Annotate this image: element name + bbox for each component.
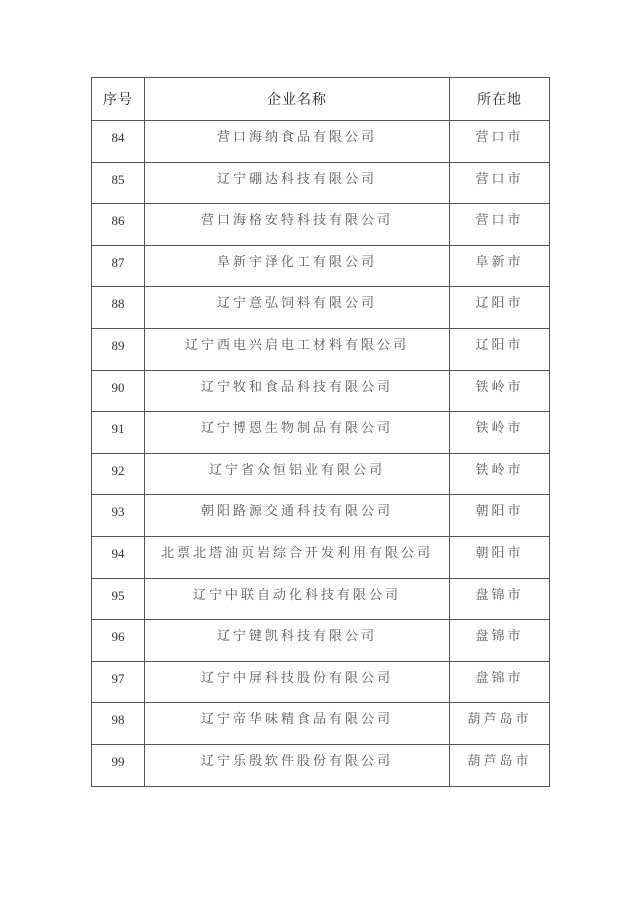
table-row bbox=[92, 370, 550, 412]
cell-name: 辽宁意弘饲料有限公司 bbox=[145, 287, 450, 329]
enterprise-table bbox=[91, 77, 550, 787]
table-row bbox=[92, 744, 550, 786]
cell-location: 营口市 bbox=[450, 162, 550, 204]
cell-location: 盘锦市 bbox=[450, 578, 550, 620]
cell-seq: 87 bbox=[92, 245, 145, 287]
cell-seq: 90 bbox=[92, 370, 145, 412]
cell-seq: 85 bbox=[92, 162, 145, 204]
cell-seq: 92 bbox=[92, 453, 145, 495]
cell-seq: 86 bbox=[92, 204, 145, 246]
header-location: 所在地 bbox=[450, 78, 550, 121]
cell-location: 铁岭市 bbox=[450, 453, 550, 495]
cell-location: 朝阳市 bbox=[450, 495, 550, 537]
table-row bbox=[92, 578, 550, 620]
cell-name: 辽宁帝华味精食品有限公司 bbox=[145, 703, 450, 745]
cell-name: 辽宁省众恒铝业有限公司 bbox=[145, 453, 450, 495]
table-row bbox=[92, 453, 550, 495]
cell-name: 辽宁乐殷软件股份有限公司 bbox=[145, 744, 450, 786]
table-row bbox=[92, 620, 550, 662]
table-row bbox=[92, 495, 550, 537]
cell-name: 北票北塔油页岩综合开发利用有限公司 bbox=[145, 536, 450, 578]
cell-name: 辽宁中联自动化科技有限公司 bbox=[145, 578, 450, 620]
cell-location: 辽阳市 bbox=[450, 328, 550, 370]
cell-seq: 94 bbox=[92, 536, 145, 578]
cell-location: 辽阳市 bbox=[450, 287, 550, 329]
cell-seq: 91 bbox=[92, 412, 145, 454]
table-row bbox=[92, 204, 550, 246]
table-row bbox=[92, 536, 550, 578]
cell-name: 辽宁牧和食品科技有限公司 bbox=[145, 370, 450, 412]
cell-name: 辽宁西电兴启电工材料有限公司 bbox=[145, 328, 450, 370]
cell-location: 阜新市 bbox=[450, 245, 550, 287]
table-row bbox=[92, 245, 550, 287]
cell-name: 营口海格安特科技有限公司 bbox=[145, 204, 450, 246]
cell-seq: 96 bbox=[92, 620, 145, 662]
cell-seq: 99 bbox=[92, 744, 145, 786]
cell-name: 辽宁键凯科技有限公司 bbox=[145, 620, 450, 662]
cell-location: 盘锦市 bbox=[450, 620, 550, 662]
table-row bbox=[92, 287, 550, 329]
cell-name: 营口海纳食品有限公司 bbox=[145, 121, 450, 163]
cell-location: 盘锦市 bbox=[450, 661, 550, 703]
table-row bbox=[92, 703, 550, 745]
cell-location: 营口市 bbox=[450, 121, 550, 163]
cell-name: 朝阳路源交通科技有限公司 bbox=[145, 495, 450, 537]
cell-location: 朝阳市 bbox=[450, 536, 550, 578]
cell-seq: 89 bbox=[92, 328, 145, 370]
cell-name: 阜新宇泽化工有限公司 bbox=[145, 245, 450, 287]
table-row bbox=[92, 661, 550, 703]
table-row bbox=[92, 328, 550, 370]
cell-location: 铁岭市 bbox=[450, 370, 550, 412]
cell-location: 营口市 bbox=[450, 204, 550, 246]
cell-location: 葫芦岛市 bbox=[450, 703, 550, 745]
header-seq: 序号 bbox=[92, 78, 145, 121]
cell-name: 辽宁硼达科技有限公司 bbox=[145, 162, 450, 204]
cell-seq: 95 bbox=[92, 578, 145, 620]
cell-seq: 97 bbox=[92, 661, 145, 703]
cell-name: 辽宁中屏科技股份有限公司 bbox=[145, 661, 450, 703]
cell-seq: 98 bbox=[92, 703, 145, 745]
cell-seq: 88 bbox=[92, 287, 145, 329]
cell-location: 葫芦岛市 bbox=[450, 744, 550, 786]
table-row bbox=[92, 121, 550, 163]
table-header-row bbox=[92, 78, 550, 121]
cell-seq: 93 bbox=[92, 495, 145, 537]
table-row bbox=[92, 412, 550, 454]
table-row bbox=[92, 162, 550, 204]
cell-location: 铁岭市 bbox=[450, 412, 550, 454]
header-name: 企业名称 bbox=[145, 78, 450, 121]
cell-seq: 84 bbox=[92, 121, 145, 163]
cell-name: 辽宁博恩生物制品有限公司 bbox=[145, 412, 450, 454]
